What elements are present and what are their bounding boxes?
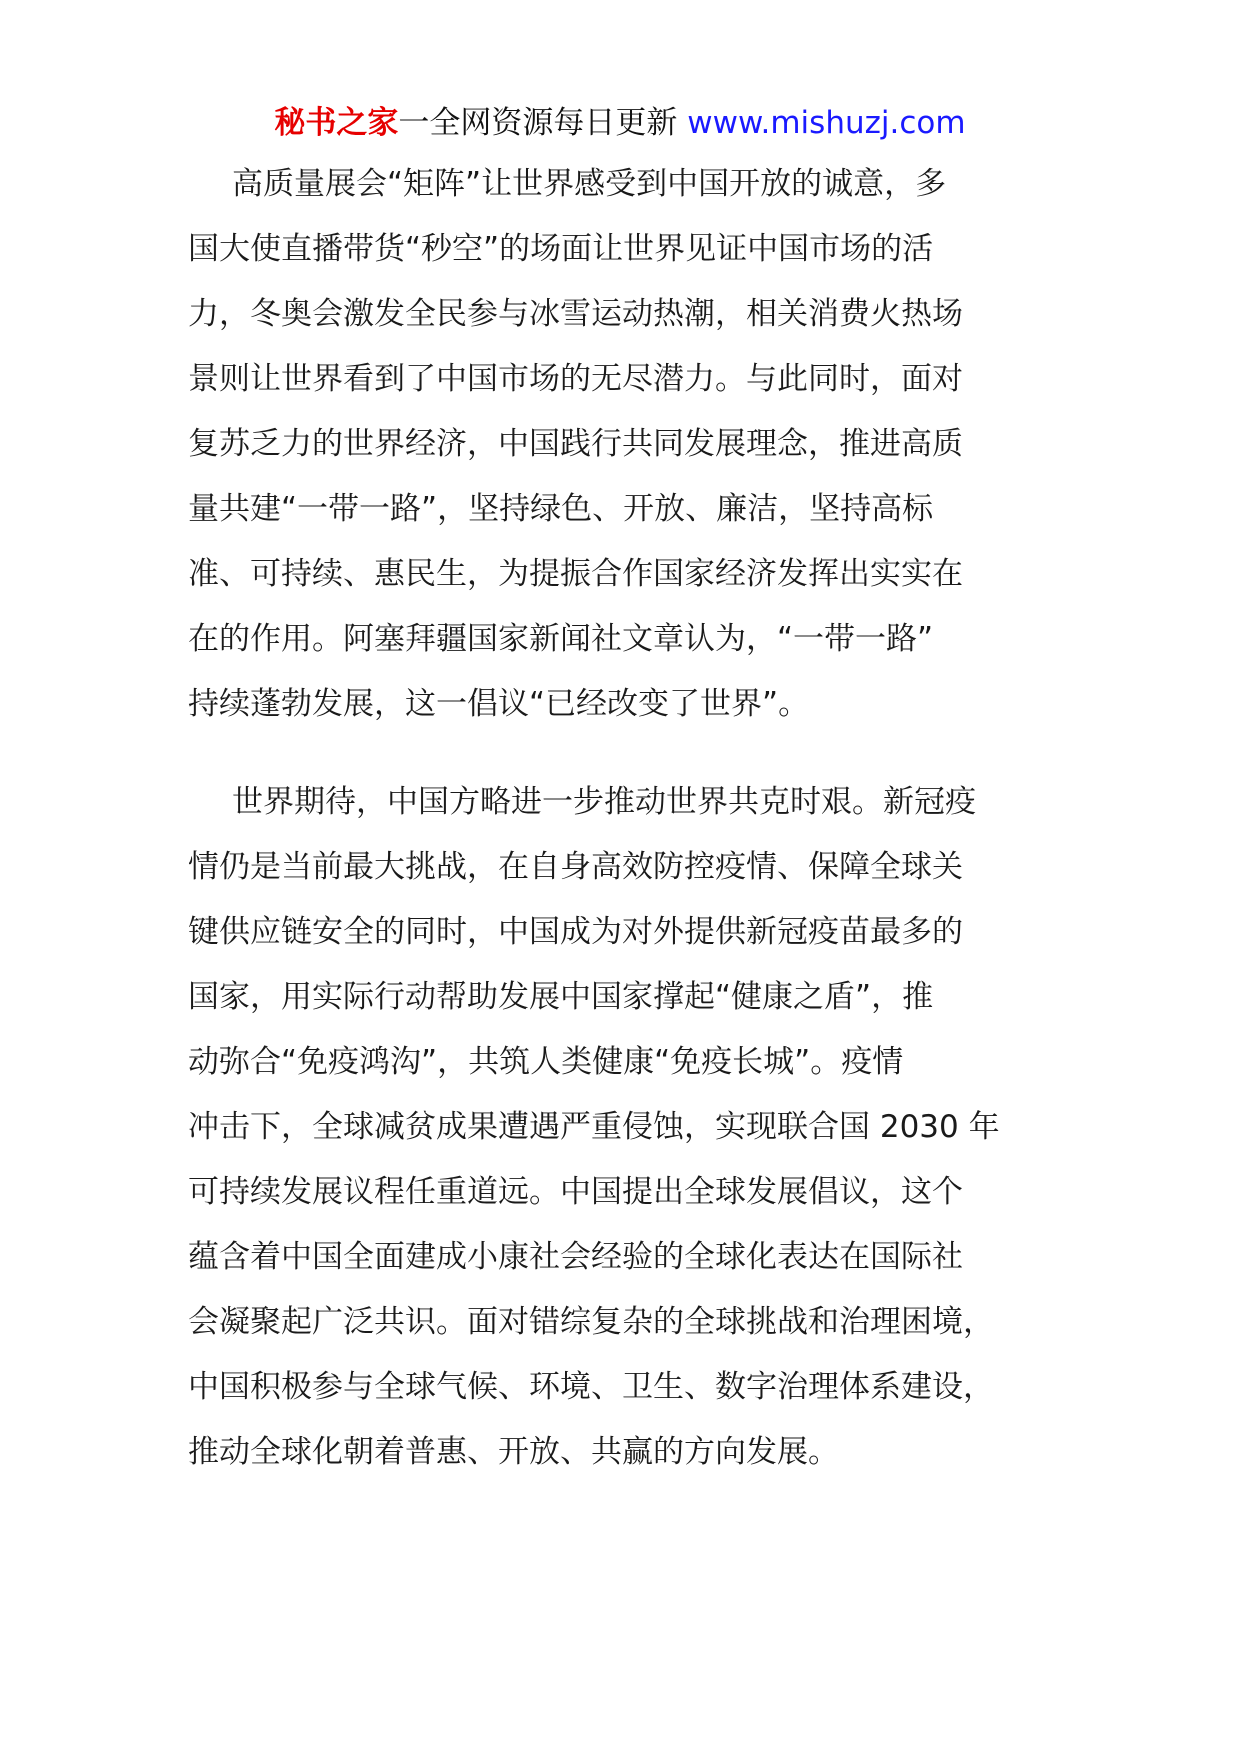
paragraph-line: 高质量展会“矩阵”让世界感受到中国开放的诚意，多 <box>232 166 947 202</box>
paragraph-line: 中国积极参与全球气候、环境、卫生、数字治理体系建设， <box>188 1369 994 1405</box>
paragraph-line: 冲击下，全球减贫成果遭遇严重侵蚀，实现联合国 2030 年 <box>188 1109 1000 1145</box>
paragraph-line: 会凝聚起广泛共识。面对错综复杂的全球挑战和治理困境， <box>188 1304 994 1340</box>
paragraph-line: 准、可持续、惠民生，为提振合作国家经济发挥出实实在 <box>188 556 963 592</box>
paragraph-line: 在的作用。阿塞拜疆国家新闻社文章认为，“一带一路” <box>188 621 934 657</box>
paragraph-line: 可持续发展议程任重道远。中国提出全球发展倡议，这个 <box>188 1174 963 1210</box>
paragraph-line: 蕴含着中国全面建成小康社会经验的全球化表达在国际社 <box>188 1239 963 1275</box>
paragraph-line: 景则让世界看到了中国市场的无尽潜力。与此同时，面对 <box>188 361 963 397</box>
paragraph-line: 世界期待，中国方略进一步推动世界共克时艰。新冠疫 <box>232 784 976 820</box>
paragraph-line: 持续蓬勃发展，这一倡议“已经改变了世界”。 <box>188 686 810 722</box>
website-link[interactable]: www.mishuzj.com <box>687 105 966 141</box>
paragraph-line: 量共建“一带一路”，坚持绿色、开放、廉洁，坚持高标 <box>188 491 934 527</box>
paragraph-line: 力，冬奥会激发全民参与冰雪运动热潮，相关消费火热场 <box>188 296 963 332</box>
paragraph-1 <box>188 152 1056 737</box>
paragraph-line: 推动全球化朝着普惠、开放、共赢的方向发展。 <box>188 1434 839 1470</box>
paragraph-line: 复苏乏力的世界经济，中国践行共同发展理念，推进高质 <box>188 426 963 462</box>
paragraph-2 <box>188 770 1056 1485</box>
brand-name: 秘书之家 <box>274 105 399 141</box>
paragraph-line: 国大使直播带货“秒空”的场面让世界见证中国市场的活 <box>188 231 934 267</box>
paragraph-line: 国家，用实际行动帮助发展中国家撑起“健康之盾”，推 <box>188 979 934 1015</box>
paragraph-line: 键供应链安全的同时，中国成为对外提供新冠疫苗最多的 <box>188 914 963 950</box>
paragraph-line: 动弥合“免疫鸿沟”，共筑人类健康“免疫长城”。疫情 <box>188 1044 904 1080</box>
paragraph-line: 情仍是当前最大挑战，在自身高效防控疫情、保障全球关 <box>188 849 963 885</box>
page-header <box>0 103 1240 143</box>
header-tagline: 一全网资源每日更新 <box>398 105 678 141</box>
